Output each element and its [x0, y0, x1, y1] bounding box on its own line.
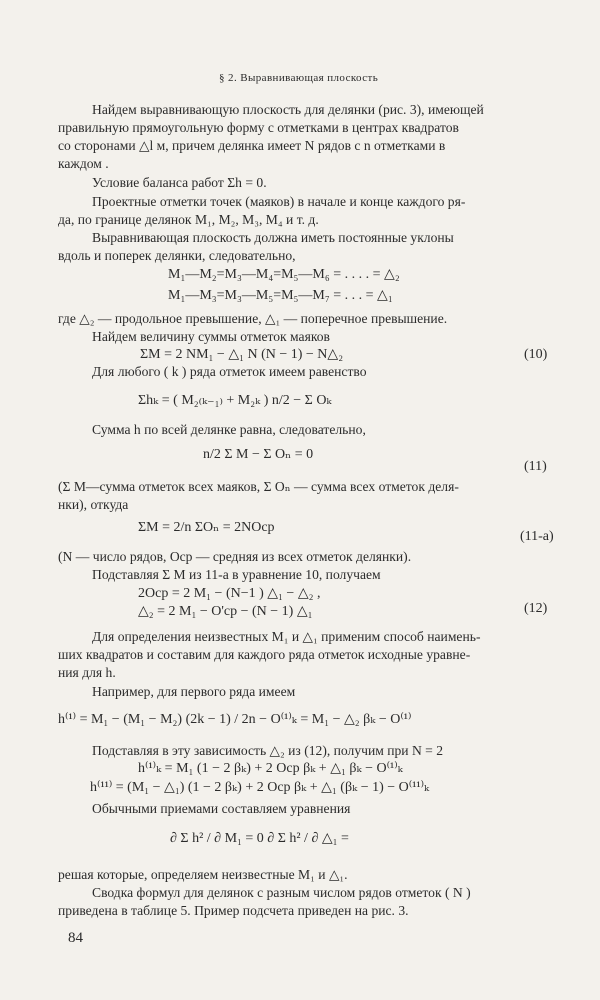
equation-number: (10): [524, 347, 548, 362]
text-line: да, по границе делянок M₁, M₂, M₃, M₄ и т. д.: [58, 212, 319, 227]
text-line: Сумма h по всей делянке равна, следовательно,: [92, 422, 366, 437]
equation: ∂ Σ h² / ∂ M₁ = 0 ∂ Σ h² / ∂ △₁ =: [170, 831, 349, 846]
text-line: решая которые, определяем неизвестные M₁ и △₁.: [58, 867, 348, 882]
equation-number: (11): [524, 459, 547, 474]
equation: △₂ = 2 M₁ − O'ср − (N − 1) △₁: [138, 604, 313, 619]
text-line: Найдем величину суммы отметок маяков: [92, 329, 330, 344]
text-line: Для любого ( k ) ряда отметок имеем равенство: [92, 364, 367, 379]
equation: M₁—M₂=M₃—M₄=M₅—M₆ = . . . . = △₂: [168, 267, 400, 282]
equation-number: (12): [524, 601, 548, 616]
section-header: § 2. Выравнивающая плоскость: [219, 72, 379, 84]
equation: M₁—M₃=M₃—M₅=M₅—M₇ = . . . = △₁: [168, 288, 393, 303]
text-line: Сводка формул для делянок с разным числом рядов отметок ( N ): [92, 885, 471, 900]
text-line: вдоль и поперек делянки, следовательно,: [58, 248, 296, 263]
text-line: Выравнивающая плоскость должна иметь постоянные уклоны: [92, 230, 454, 245]
text-line: Подставляя Σ M из 11-а в уравнение 10, получаем: [92, 567, 381, 582]
text-line: нки), откуда: [58, 497, 129, 512]
equation-number: (11-а): [520, 529, 554, 544]
text-line: приведена в таблице 5. Пример подсчета приведен на рис. 3.: [58, 903, 409, 918]
equation: h⁽¹⁾ₖ = M₁ (1 − 2 βₖ) + 2 Oср βₖ + △₁ βₖ − O⁽¹⁾ₖ: [138, 761, 403, 776]
equation: 2Oср = 2 M₁ − (N−1 ) △₁ − △₂ ,: [138, 586, 321, 601]
equation: n/2 Σ M − Σ Oₙ = 0: [203, 447, 314, 462]
page-number: 84: [68, 930, 83, 946]
text-line: ших квадратов и составим для каждого ряда отметок исходные уравне-: [58, 647, 471, 662]
text-line: каждом .: [58, 156, 109, 171]
text-line: со сторонами △l м, причем делянка имеет N рядов с n отметками в: [58, 138, 446, 153]
equation: h⁽¹⁾ = M₁ − (M₁ − M₂) (2k − 1) / 2n − O⁽¹⁾ₖ = M₁ − △₂ βₖ − O⁽¹⁾: [58, 712, 412, 727]
text-line: Обычными приемами составляем уравнения: [92, 801, 351, 816]
text-line: Найдем выравнивающую плоскость для делянки (рис. 3), имеющей: [92, 102, 484, 117]
equation: h⁽¹¹⁾ = (M₁ − △₁) (1 − 2 βₖ) + 2 Oср βₖ + △₁ (βₖ − 1) − O⁽¹¹⁾ₖ: [90, 780, 430, 795]
text-line: Условие баланса работ Σh = 0.: [92, 175, 267, 190]
text-line: Проектные отметки точек (маяков) в начале и конце каждого ря-: [92, 194, 466, 209]
text-line: Подставляя в эту зависимость △₂ из (12), получим при N = 2: [92, 743, 444, 758]
text-line: ния для h.: [58, 665, 116, 680]
text-line: правильную прямоугольную форму с отметками в центрах квадратов: [58, 120, 459, 135]
equation: ΣM = 2 NM₁ − △₁ N (N − 1) − N△₂: [140, 347, 344, 362]
text-line: Например, для первого ряда имеем: [92, 684, 296, 699]
text-line: (Σ M—сумма отметок всех маяков, Σ Oₙ — сумма всех отметок деля-: [58, 479, 459, 494]
text-line: (N — число рядов, Оср — средняя из всех отметок делянки).: [58, 549, 412, 564]
text-line: Для определения неизвестных M₁ и △₁ применим способ наимень-: [92, 629, 481, 644]
equation: ΣM = 2/n ΣOₙ = 2NOср: [138, 520, 275, 535]
text-line: где △₂ — продольное превышение, △₁ — поперечное превышение.: [58, 311, 448, 326]
equation: Σhₖ = ( M₂₍ₖ₋₁₎ + M₂ₖ ) n/2 − Σ Oₖ: [138, 393, 332, 408]
